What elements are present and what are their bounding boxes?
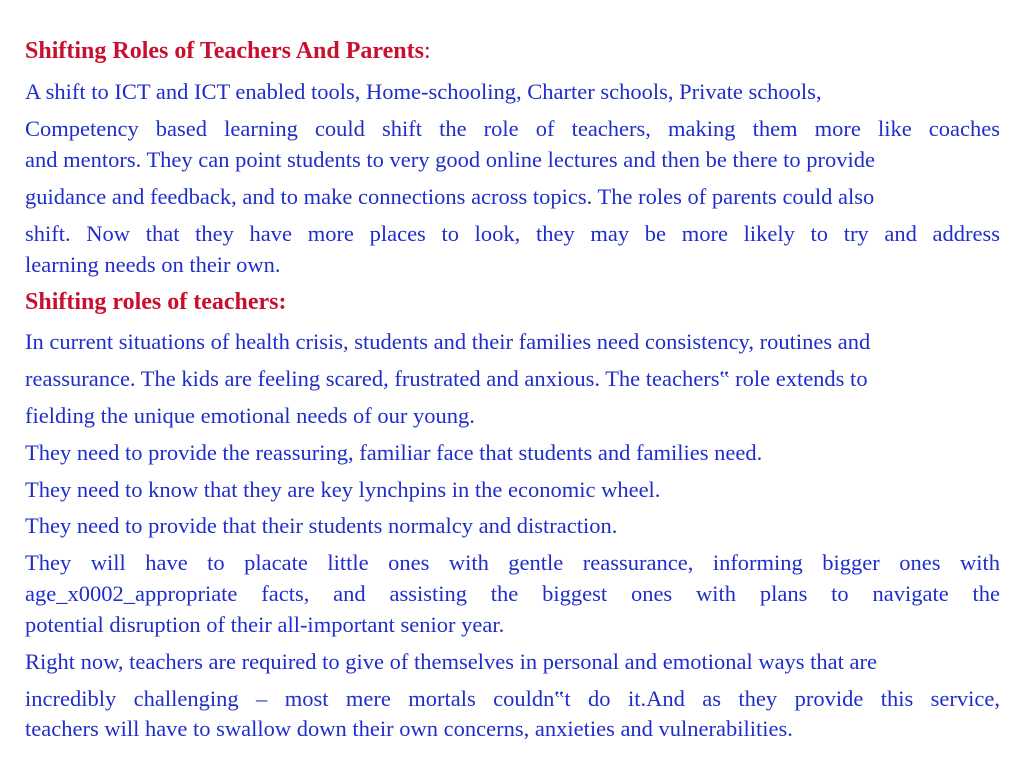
paragraph-line: Right now, teachers are required to give of themselves in personal and emotional ways that are [25, 649, 878, 674]
paragraph-line: and mentors. They can point students to very good online lectures and then be there to provide [25, 147, 875, 172]
paragraph-line: fielding the unique emotional needs of our young. [25, 403, 475, 428]
paragraph-line: learning needs on their own. [25, 252, 281, 277]
heading-shifting-roles-teachers-parents [25, 36, 1000, 67]
paragraph-line: A shift to ICT and ICT enabled tools, Home-schooling, Charter schools, Private schools, [25, 79, 822, 104]
paragraph-line: In current situations of health crisis, students and their families need consistency, routines and [25, 329, 871, 354]
paragraph-line: They need to provide the reassuring, familiar face that students and families need. [25, 440, 763, 465]
paragraph-line: age_x0002_appropriate facts, and assisting the biggest ones with plans to navigate the [25, 581, 1000, 606]
paragraph-line: shift. Now that they have more places to look, they may be more likely to try and address [25, 221, 1000, 246]
heading-colon: : [423, 38, 431, 64]
paragraph-line: They need to know that they are key lynchpins in the economic wheel. [25, 477, 661, 502]
paragraph-line: teachers will have to swallow down their own concerns, anxieties and vulnerabilities. [25, 716, 793, 741]
paragraph-line: guidance and feedback, and to make connections across topics. The roles of parents could also [25, 184, 875, 209]
paragraph-line: incredibly challenging – most mere mortals couldn‟t do it.And as they provide this service, [25, 686, 1000, 711]
heading-title: Shifting Roles of Teachers And Parents [25, 38, 424, 64]
paragraph-line: Competency based learning could shift the role of teachers, making them more like coaches [25, 116, 1000, 141]
paragraph-line: reassurance. The kids are feeling scared, frustrated and anxious. The teachers‟ role extends to [25, 366, 868, 391]
paragraph-line: They will have to placate little ones with gentle reassurance, informing bigger ones with [25, 550, 1000, 575]
heading-shifting-roles-teachers: Shifting roles of teachers: [25, 289, 287, 315]
paragraph-line: potential disruption of their all-important senior year. [25, 612, 505, 637]
paragraph-line: They need to provide that their students normalcy and distraction. [25, 513, 618, 538]
